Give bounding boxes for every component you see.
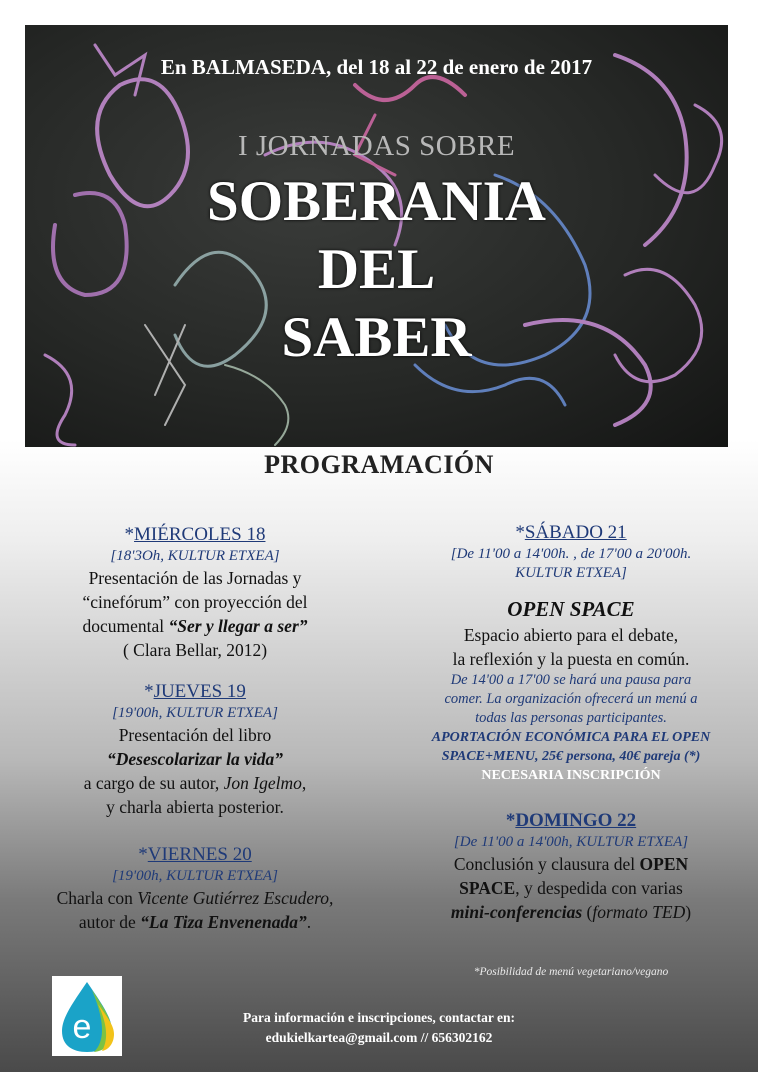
info-miercoles: [18'3Oh, KULTUR ETXEA] [110,548,280,564]
hero-chalkboard-image [25,25,728,447]
day-domingo: *DOMINGO 22 [505,810,637,831]
event-dates: En BALMASEDA, del 18 al 22 de enero de 2017 [160,55,593,79]
price-note: APORTACIÓN ECONÓMICA PARA EL OPEN SPACE+MENU, 25€ persona, 40€ pareja (*) [431,730,711,764]
desc-sabado: Espacio abierto para el debate, la reflexión y la puesta en común. [452,625,690,669]
day-viernes: *VIERNES 20 [138,844,252,865]
info-jueves: [19'00h, KULTUR ETXEA] [112,705,278,721]
logo-drop-icon [52,976,122,1056]
desc-miercoles: Presentación de las Jornadas y “cinefórum” con proyección del documental “Ser y llegar a ser” ( Clara Bellar, 2012) [82,568,308,660]
organization-logo [52,976,122,1056]
info-viernes: [19'00h, KULTUR ETXEA] [112,868,278,884]
registration-required: NECESARIA INSCRIPCIÓN [481,768,661,783]
pause-note: De 14'00 a 17'00 se hará una pausa para comer. La organización ofrecerá un menú a todas las personas participantes. [444,672,698,726]
pre-title: I JORNADAS SOBRE [237,130,516,162]
book-title-2: “La Tiza Envenenada” [140,912,307,932]
contact-info [150,1008,608,1048]
info-sabado: [De 11'00 a 14'00h. , de 17'00 a 20'00h. KULTUR ETXEA] [450,546,692,581]
day-sabado: *SÁBADO 21 [515,522,627,543]
desc-domingo: Conclusión y clausura del OPEN SPACE, y despedida con varias mini-conferencias (formato TED) [450,854,692,922]
book-title: “Desescolarizar la vida” [107,749,283,769]
speaker-name: Vicente Gutiérrez Escudero, [137,888,334,908]
day-jueves: *JUEVES 19 [144,681,246,702]
program-left-column [20,523,370,934]
program-right-column [400,521,742,924]
contact-label: Para información e inscripciones, contactar en: [243,1010,515,1025]
menu-footnote: *Posibilidad de menú vegetariano/vegano [473,966,669,978]
film-title: “Ser y llegar a ser” [168,616,308,636]
desc-jueves: Presentación del libro “Desescolarizar la vida” a cargo de su autor, Jon Igelmo, y charla abierta posterior. [83,725,307,817]
info-domingo: [De 11'00 a 14'00h, KULTUR ETXEA] [453,834,689,850]
main-title [25,168,728,372]
title-line-1: SOBERANIA [207,170,546,233]
title-line-3: SABER [281,306,472,369]
svg-text:e: e [72,1008,92,1046]
open-space-heading: OPEN SPACE [507,597,635,621]
programacion-heading: PROGRAMACIÓN [264,450,494,479]
day-miercoles: *MIÉRCOLES 18 [124,524,266,545]
desc-viernes: Charla con Vicente Gutiérrez Escudero, autor de “La Tiza Envenenada”. [56,888,334,932]
contact-email-phone[interactable]: edukielkartea@gmail.com // 656302162 [265,1030,493,1045]
author-name: Jon Igelmo [223,773,302,793]
title-line-2: DEL [317,238,436,301]
